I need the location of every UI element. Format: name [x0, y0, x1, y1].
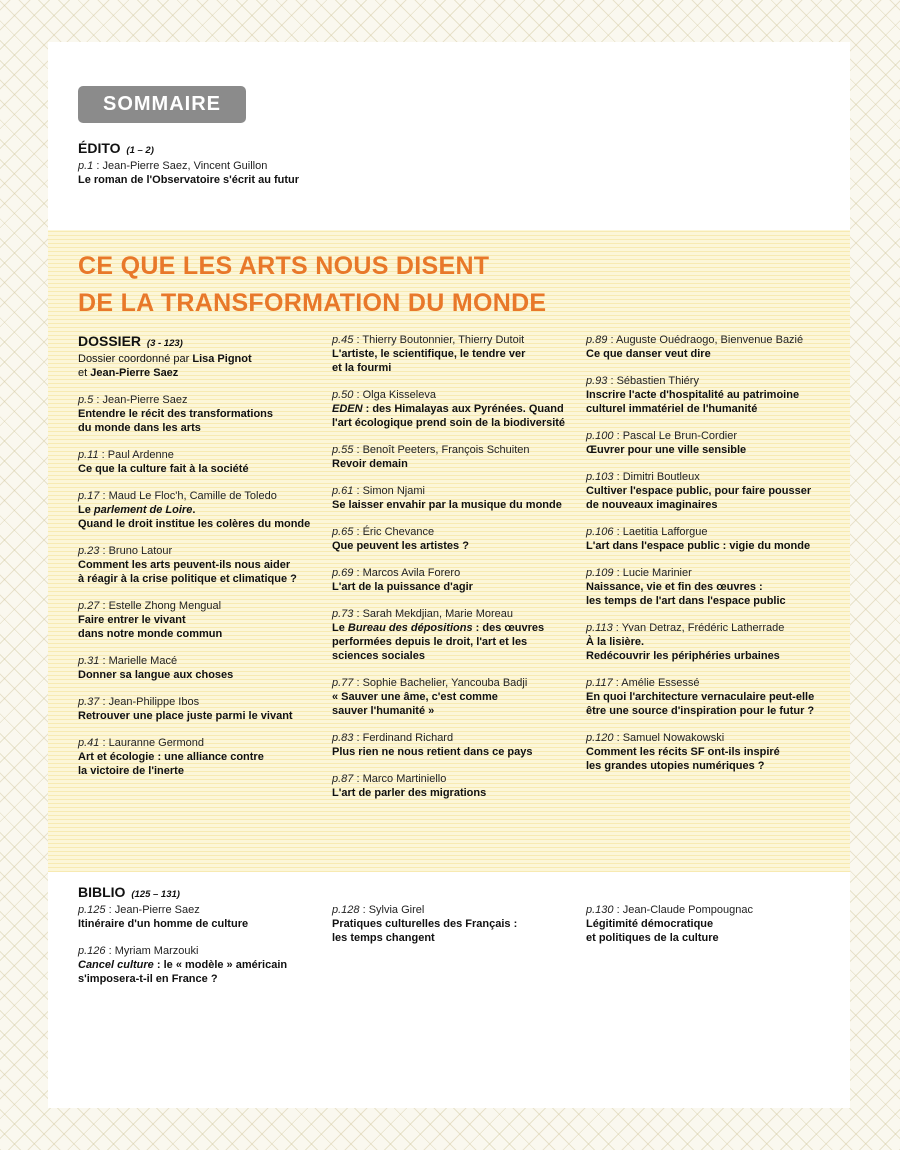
entry-authors: p.106 : Laetitia Lafforgue — [586, 526, 708, 538]
author-names: Dimitri Boutleux — [622, 471, 700, 483]
biblio-column-3 — [586, 903, 848, 958]
biblio-label: BIBLIO — [78, 884, 126, 900]
page-number: p.50 — [332, 389, 354, 401]
biblio-range: (125 – 131) — [131, 889, 180, 900]
entry-authors: p.103 : Dimitri Boutleux — [586, 471, 700, 483]
toc-entry — [332, 566, 580, 594]
entry-authors: p.126 : Myriam Marzouki — [78, 945, 199, 957]
page-number: p.69 — [332, 567, 354, 579]
entry-title: Se laisser envahir par la musique du monde — [332, 499, 562, 511]
toc-entry — [332, 903, 580, 945]
title-part: Le — [332, 622, 348, 634]
coord-name-1: Lisa Pignot — [192, 353, 252, 365]
author-names: Marielle Macé — [108, 655, 178, 667]
edito-authors: p.1 : Jean-Pierre Saez, Vincent Guillon — [78, 160, 268, 172]
entry-title-line: à réagir à la crise politique et climatique ? — [78, 573, 297, 585]
entry-authors: p.45 : Thierry Boutonnier, Thierry Dutoit — [332, 334, 525, 346]
entry-authors: p.5 : Jean-Pierre Saez — [78, 394, 188, 406]
toc-entry — [586, 374, 848, 416]
title-emphasis: Bureau des dépositions — [347, 622, 473, 634]
author-names: Yvan Detraz, Frédéric Latherrade — [621, 622, 785, 634]
entry-title-line: les grandes utopies numériques ? — [586, 760, 765, 772]
dossier-range: (3 - 123) — [146, 338, 183, 349]
page-number: p.31 — [78, 655, 100, 667]
entry-title: Ce que danser veut dire — [586, 348, 711, 360]
entry-title: « Sauver une âme, c'est comme — [332, 691, 498, 703]
author-names: Estelle Zhong Mengual — [108, 600, 222, 612]
entry-title — [332, 621, 580, 635]
edito-label: ÉDITO — [78, 140, 121, 156]
toc-entry — [586, 470, 848, 512]
page-number: p.109 — [586, 567, 614, 579]
entry-title-line: s'imposera-t-il en France ? — [78, 973, 218, 985]
author-names: Lucie Marinier — [622, 567, 692, 579]
sommaire-badge: SOMMAIRE — [78, 86, 246, 123]
toc-entry — [586, 903, 848, 945]
entry-authors: p.61 : Simon Njami — [332, 485, 425, 497]
entry-list — [586, 333, 848, 773]
entry-title: Donner sa langue aux choses — [78, 669, 234, 681]
page-number: p.103 — [586, 471, 614, 483]
author-names: Myriam Marzouki — [114, 945, 199, 957]
entry-title: Que peuvent les artistes ? — [332, 540, 469, 552]
entry-title: L'artiste, le scientifique, le tendre ver — [332, 348, 526, 360]
toc-entry — [78, 448, 323, 476]
author-names: Lauranne Germond — [108, 737, 204, 749]
entry-authors: p.120 : Samuel Nowakowski — [586, 732, 725, 744]
toc-entry — [332, 333, 580, 375]
page-number: p.11 — [78, 449, 99, 461]
entry-title-line: être une source d'inspiration pour le futur ? — [586, 705, 815, 717]
entry-title: Comment les arts peuvent-ils nous aider — [78, 559, 291, 571]
page-number: p.41 — [78, 737, 100, 749]
toc-entry — [586, 566, 848, 608]
page-number: p.17 — [78, 490, 100, 502]
entry-authors: p.100 : Pascal Le Brun-Cordier — [586, 430, 738, 442]
author-names: Thierry Boutonnier, Thierry Dutoit — [362, 334, 525, 346]
page-number: p.73 — [332, 608, 354, 620]
author-names: Amélie Essessé — [621, 677, 700, 689]
author-names: Laetitia Lafforgue — [622, 526, 708, 538]
headline-line-1: CE QUE LES ARTS NOUS DISENT — [78, 252, 490, 280]
edito-heading — [78, 140, 478, 156]
entry-authors: p.125 : Jean-Pierre Saez — [78, 904, 200, 916]
title-emphasis: EDEN — [332, 403, 363, 415]
author-names: Ferdinand Richard — [362, 732, 454, 744]
toc-entry — [78, 544, 323, 586]
toc-entry — [332, 731, 580, 759]
title-part: Le — [78, 504, 94, 516]
coord-name-2: Jean-Pierre Saez — [90, 367, 179, 379]
entry-authors: p.65 : Éric Chevance — [332, 526, 435, 538]
entry-title: Pratiques culturelles des Français : — [332, 918, 518, 930]
title-part: . — [192, 504, 196, 516]
entry-title: En quoi l'architecture vernaculaire peut-elle — [586, 691, 815, 703]
page-number: p.23 — [78, 545, 100, 557]
toc-entry — [586, 621, 848, 663]
toc-entry — [78, 736, 323, 778]
entry-authors: p.17 : Maud Le Floc'h, Camille de Toledo — [78, 490, 277, 502]
entry-authors: p.77 : Sophie Bachelier, Yancouba Badji — [332, 677, 528, 689]
toc-entry — [332, 772, 580, 800]
author-names: Marco Martiniello — [362, 773, 447, 785]
entry-title — [78, 503, 323, 517]
coord-prefix: Dossier coordonné par — [78, 353, 190, 365]
entry-title: Œuvrer pour une ville sensible — [586, 444, 747, 456]
toc-entry — [332, 484, 580, 512]
page-number: p.100 — [586, 430, 614, 442]
author-names: Samuel Nowakowski — [622, 732, 725, 744]
page-number: p.27 — [78, 600, 100, 612]
author-names: Jean-Philippe Ibos — [108, 696, 200, 708]
entry-title: Légitimité démocratique — [586, 918, 714, 930]
entry-authors: p.11 : Paul Ardenne — [78, 449, 174, 461]
entry-authors: p.87 : Marco Martiniello — [332, 773, 447, 785]
toc-entry — [332, 525, 580, 553]
dossier-column-1 — [78, 333, 323, 791]
page — [48, 42, 850, 1108]
author-names: Maud Le Floc'h, Camille de Toledo — [108, 490, 277, 502]
dossier-label: DOSSIER — [78, 333, 142, 349]
dossier-coordinators — [78, 352, 323, 380]
page-number: p.77 — [332, 677, 354, 689]
author-names: Paul Ardenne — [107, 449, 174, 461]
entry-authors: p.130 : Jean-Claude Pompougnac — [586, 904, 753, 916]
dossier-heading — [78, 333, 323, 349]
author-names: Benoît Peeters, François Schuiten — [362, 444, 530, 456]
entry-title — [78, 958, 323, 972]
entry-title: Retrouver une place juste parmi le vivant — [78, 710, 293, 722]
author-names: Sylvia Girel — [368, 904, 425, 916]
page-number: p.83 — [332, 732, 354, 744]
entry-title: Plus rien ne nous retient dans ce pays — [332, 746, 533, 758]
toc-entry — [78, 489, 323, 531]
page-number: p.5 — [78, 394, 94, 406]
entry-title — [332, 402, 580, 416]
author-names: Pascal Le Brun-Cordier — [622, 430, 738, 442]
toc-entry — [78, 599, 323, 641]
entry-authors: p.23 : Bruno Latour — [78, 545, 173, 557]
page-number: p.55 — [332, 444, 354, 456]
page-number: p.128 — [332, 904, 360, 916]
biblio-heading — [78, 884, 323, 900]
entry-authors: p.73 : Sarah Mekdjian, Marie Moreau — [332, 608, 513, 620]
toc-entry — [78, 654, 323, 682]
dossier-column-3 — [586, 333, 848, 786]
entry-authors: p.109 : Lucie Marinier — [586, 567, 692, 579]
biblio-column-1 — [78, 884, 323, 999]
entry-title: L'art de la puissance d'agir — [332, 581, 473, 593]
author-names: Sébastien Thiéry — [616, 375, 699, 387]
entry-title-line: Redécouvrir les périphéries urbaines — [586, 650, 780, 662]
toc-entry — [332, 676, 580, 718]
edito-section — [78, 140, 478, 187]
toc-entry — [586, 429, 848, 457]
entry-authors: p.83 : Ferdinand Richard — [332, 732, 454, 744]
entry-authors: p.128 : Sylvia Girel — [332, 904, 425, 916]
entry-title: À la lisière. — [586, 636, 645, 648]
page-number: p.87 — [332, 773, 354, 785]
entry-title: Itinéraire d'un homme de culture — [78, 918, 249, 930]
toc-entry — [586, 333, 848, 361]
toc-entry — [586, 525, 848, 553]
page-number: p.93 — [586, 375, 608, 387]
page-number: p.65 — [332, 526, 354, 538]
biblio-column-2 — [332, 903, 580, 958]
entry-title-line: du monde dans les arts — [78, 422, 201, 434]
page-number: p.1 — [78, 160, 94, 172]
entry-title-line: performées depuis le droit, l'art et les — [332, 636, 528, 648]
entry-title-line: l'art écologique prend soin de la biodiversité — [332, 417, 566, 429]
entry-authors: p.89 : Auguste Ouédraogo, Bienvenue Bazié — [586, 334, 804, 346]
entry-title-line: de nouveaux imaginaires — [586, 499, 718, 511]
toc-entry — [332, 388, 580, 430]
entry-authors: p.37 : Jean-Philippe Ibos — [78, 696, 200, 708]
toc-entry — [78, 903, 323, 931]
author-names: Sophie Bachelier, Yancouba Badji — [362, 677, 528, 689]
entry-title: Naissance, vie et fin des œuvres : — [586, 581, 763, 593]
author-names: Jean-Claude Pompougnac — [622, 904, 753, 916]
entry-title: Entendre le récit des transformations — [78, 408, 273, 420]
toc-entry — [78, 393, 323, 435]
entry-list — [332, 903, 580, 945]
entry-authors: p.117 : Amélie Essessé — [586, 677, 700, 689]
author-names: Auguste Ouédraogo, Bienvenue Bazié — [615, 334, 804, 346]
toc-entry — [332, 443, 580, 471]
entry-list — [78, 903, 323, 986]
author-names: Bruno Latour — [108, 545, 173, 557]
entry-title-line: sauver l'humanité » — [332, 705, 435, 717]
entry-authors: p.55 : Benoît Peeters, François Schuiten — [332, 444, 530, 456]
entry-authors: p.69 : Marcos Avila Forero — [332, 567, 461, 579]
entry-title: Inscrire l'acte d'hospitalité au patrimoine — [586, 389, 800, 401]
entry-title: Ce que la culture fait à la société — [78, 463, 249, 475]
title-emphasis: parlement de Loire — [93, 504, 193, 516]
page-number: p.113 — [586, 622, 613, 634]
entry-title-line: et politiques de la culture — [586, 932, 719, 944]
entry-title: Faire entrer le vivant — [78, 614, 186, 626]
author-names: Simon Njami — [362, 485, 425, 497]
entry-title: Revoir demain — [332, 458, 408, 470]
toc-entry — [332, 607, 580, 663]
author-names: Jean-Pierre Saez — [102, 394, 188, 406]
entry-title: L'art dans l'espace public : vigie du monde — [586, 540, 811, 552]
page-number: p.117 — [586, 677, 613, 689]
toc-entry — [586, 731, 848, 773]
page-number: p.37 — [78, 696, 100, 708]
title-part: : le « modèle » américain — [153, 959, 288, 971]
edito-range: (1 – 2) — [126, 145, 154, 156]
headline-line-2: DE LA TRANSFORMATION DU MONDE — [78, 289, 547, 317]
entry-title: Cultiver l'espace public, pour faire pousser — [586, 485, 812, 497]
page-number: p.120 — [586, 732, 614, 744]
entry-authors: p.27 : Estelle Zhong Mengual — [78, 600, 222, 612]
page-number: p.45 — [332, 334, 354, 346]
entry-title-line: et la fourmi — [332, 362, 392, 374]
edito-title: Le roman de l'Observatoire s'écrit au futur — [78, 174, 300, 186]
author-names: Marcos Avila Forero — [362, 567, 461, 579]
entry-title: L'art de parler des migrations — [332, 787, 487, 799]
author-names: Sarah Mekdjian, Marie Moreau — [362, 608, 513, 620]
entry-title-line: les temps changent — [332, 932, 435, 944]
author-names: Jean-Pierre Saez — [114, 904, 200, 916]
page-number: p.89 — [586, 334, 608, 346]
entry-title-line: Quand le droit institue les colères du monde — [78, 518, 311, 530]
toc-entry — [78, 695, 323, 723]
toc-entry — [586, 676, 848, 718]
entry-title-line: sciences sociales — [332, 650, 425, 662]
author-names: Olga Kisseleva — [362, 389, 436, 401]
entry-list — [332, 333, 580, 800]
page-number: p.125 — [78, 904, 106, 916]
coord-and: et — [78, 367, 88, 379]
entry-title: Art et écologie : une alliance contre — [78, 751, 264, 763]
page-number: p.126 — [78, 945, 106, 957]
toc-entry — [78, 944, 323, 986]
entry-title-line: la victoire de l'inerte — [78, 765, 184, 777]
author-names: Éric Chevance — [362, 526, 435, 538]
entry-authors: p.41 : Lauranne Germond — [78, 737, 204, 749]
page-number: p.106 — [586, 526, 614, 538]
entry-authors: p.31 : Marielle Macé — [78, 655, 178, 667]
dossier-column-2 — [332, 333, 580, 813]
page-number: p.130 — [586, 904, 614, 916]
entry-authors: p.93 : Sébastien Thiéry — [586, 375, 699, 387]
entry-authors: p.113 : Yvan Detraz, Frédéric Latherrade — [586, 622, 785, 634]
entry-authors: p.50 : Olga Kisseleva — [332, 389, 436, 401]
entry-title: Comment les récits SF ont-ils inspiré — [586, 746, 780, 758]
page-number: p.61 — [332, 485, 354, 497]
title-emphasis: Cancel culture — [78, 959, 154, 971]
title-part: : des Himalayas aux Pyrénées. Quand — [362, 403, 564, 415]
entry-title-line: les temps de l'art dans l'espace public — [586, 595, 786, 607]
entry-title-line: dans notre monde commun — [78, 628, 223, 640]
title-part: : des œuvres — [472, 622, 545, 634]
entry-list — [78, 393, 323, 778]
dossier-headline — [78, 248, 546, 322]
entry-title-line: culturel immatériel de l'humanité — [586, 403, 758, 415]
author-names: Jean-Pierre Saez, Vincent Guillon — [102, 160, 268, 172]
entry-list — [586, 903, 848, 945]
